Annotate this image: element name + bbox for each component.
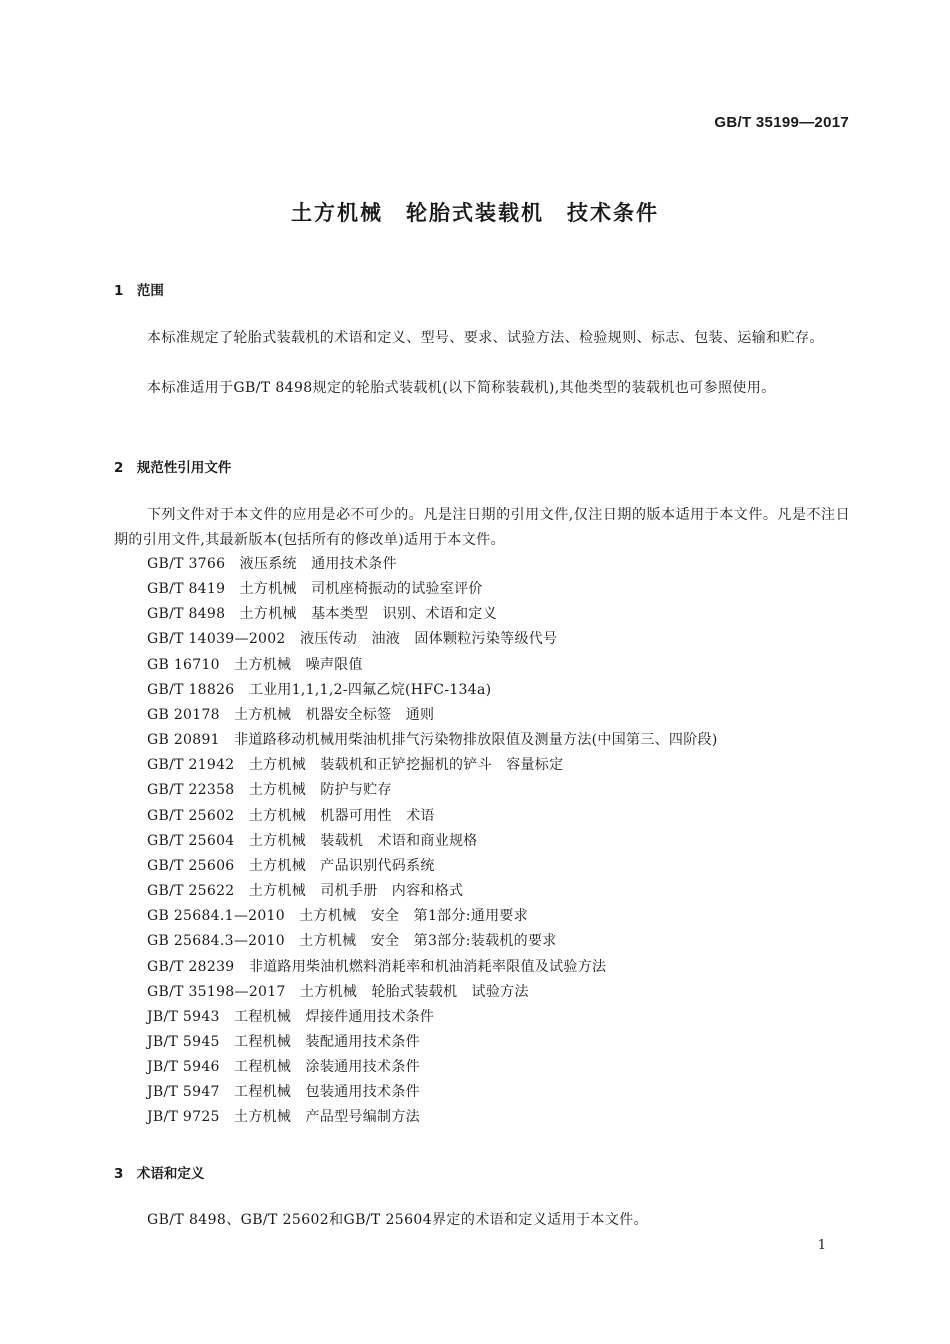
section-heading-scope: 1 范围: [114, 283, 164, 299]
reference-item: GB 25684.1—2010 土方机械 安全 第1部分:通用要求: [147, 908, 528, 925]
reference-item: JB/T 5946 工程机械 涂装通用技术条件: [147, 1059, 420, 1076]
terms-paragraph: GB/T 8498、GB/T 25602和GB/T 25604界定的术语和定义适用于本文件。: [147, 1212, 649, 1228]
standard-code: GB/T 35199—2017: [714, 114, 849, 131]
document-title: 土方机械 轮胎式装载机 技术条件: [291, 201, 659, 225]
reference-item: GB/T 3766 液压系统 通用技术条件: [147, 556, 397, 572]
reference-item: GB 25684.3—2010 土方机械 安全 第3部分:装载机的要求: [147, 933, 557, 950]
reference-item: GB/T 35198—2017 土方机械 轮胎式装载机 试验方法: [147, 983, 529, 1000]
scope-paragraph-1: 本标准规定了轮胎式装载机的术语和定义、型号、要求、试验方法、检验规则、标志、包装、运输和贮存。: [147, 330, 824, 346]
reference-item: JB/T 9725 土方机械 产品型号编制方法: [147, 1109, 420, 1126]
page-number: 1: [817, 1238, 826, 1253]
reference-item: GB/T 25606 土方机械 产品识别代码系统: [147, 857, 435, 874]
section-heading-normative-references: 2 规范性引用文件: [114, 460, 232, 476]
reference-item: GB 20891 非道路移动机械用柴油机排气污染物排放限值及测量方法(中国第三、四阶段): [147, 732, 718, 749]
section-heading-terms: 3 术语和定义: [114, 1166, 205, 1182]
reference-item: JB/T 5947 工程机械 包装通用技术条件: [147, 1084, 420, 1101]
reference-item: GB/T 8498 土方机械 基本类型 识别、术语和定义: [147, 606, 498, 623]
reference-item: GB/T 18826 工业用1,1,1,2-四氟乙烷(HFC-134a): [147, 681, 492, 698]
reference-item: JB/T 5945 工程机械 装配通用技术条件: [147, 1033, 420, 1050]
scope-paragraph-2: 本标准适用于GB/T 8498规定的轮胎式装载机(以下简称装载机),其他类型的装载机也可参照使用。: [147, 380, 776, 396]
normative-reference-list: [147, 552, 718, 1131]
normative-references-intro: 下列文件对于本文件的应用是必不可少的。凡是注日期的引用文件,仅注日期的版本适用于本文件。凡是不注日期的引用文件,其最新版本(包括所有的修改单)适用于本文件。: [114, 507, 850, 548]
reference-item: GB/T 14039—2002 液压传动 油液 固体颗粒污染等级代号: [147, 631, 558, 648]
reference-item: JB/T 5943 工程机械 焊接件通用技术条件: [147, 1008, 435, 1025]
reference-item: GB/T 28239 非道路用柴油机燃料消耗率和机油消耗率限值及试验方法: [147, 958, 607, 975]
reference-item: GB 16710 土方机械 噪声限值: [147, 656, 363, 673]
reference-item: GB/T 25622 土方机械 司机手册 内容和格式: [147, 883, 464, 900]
reference-item: GB/T 25602 土方机械 机器可用性 术语: [147, 807, 435, 824]
reference-item: GB 20178 土方机械 机器安全标签 通则: [147, 706, 435, 723]
reference-item: GB/T 8419 土方机械 司机座椅振动的试验室评价: [147, 581, 483, 598]
reference-item: GB/T 22358 土方机械 防护与贮存: [147, 782, 392, 799]
reference-item: GB/T 21942 土方机械 装载机和正铲挖掘机的铲斗 容量标定: [147, 757, 564, 774]
reference-item: GB/T 25604 土方机械 装载机 术语和商业规格: [147, 832, 478, 849]
